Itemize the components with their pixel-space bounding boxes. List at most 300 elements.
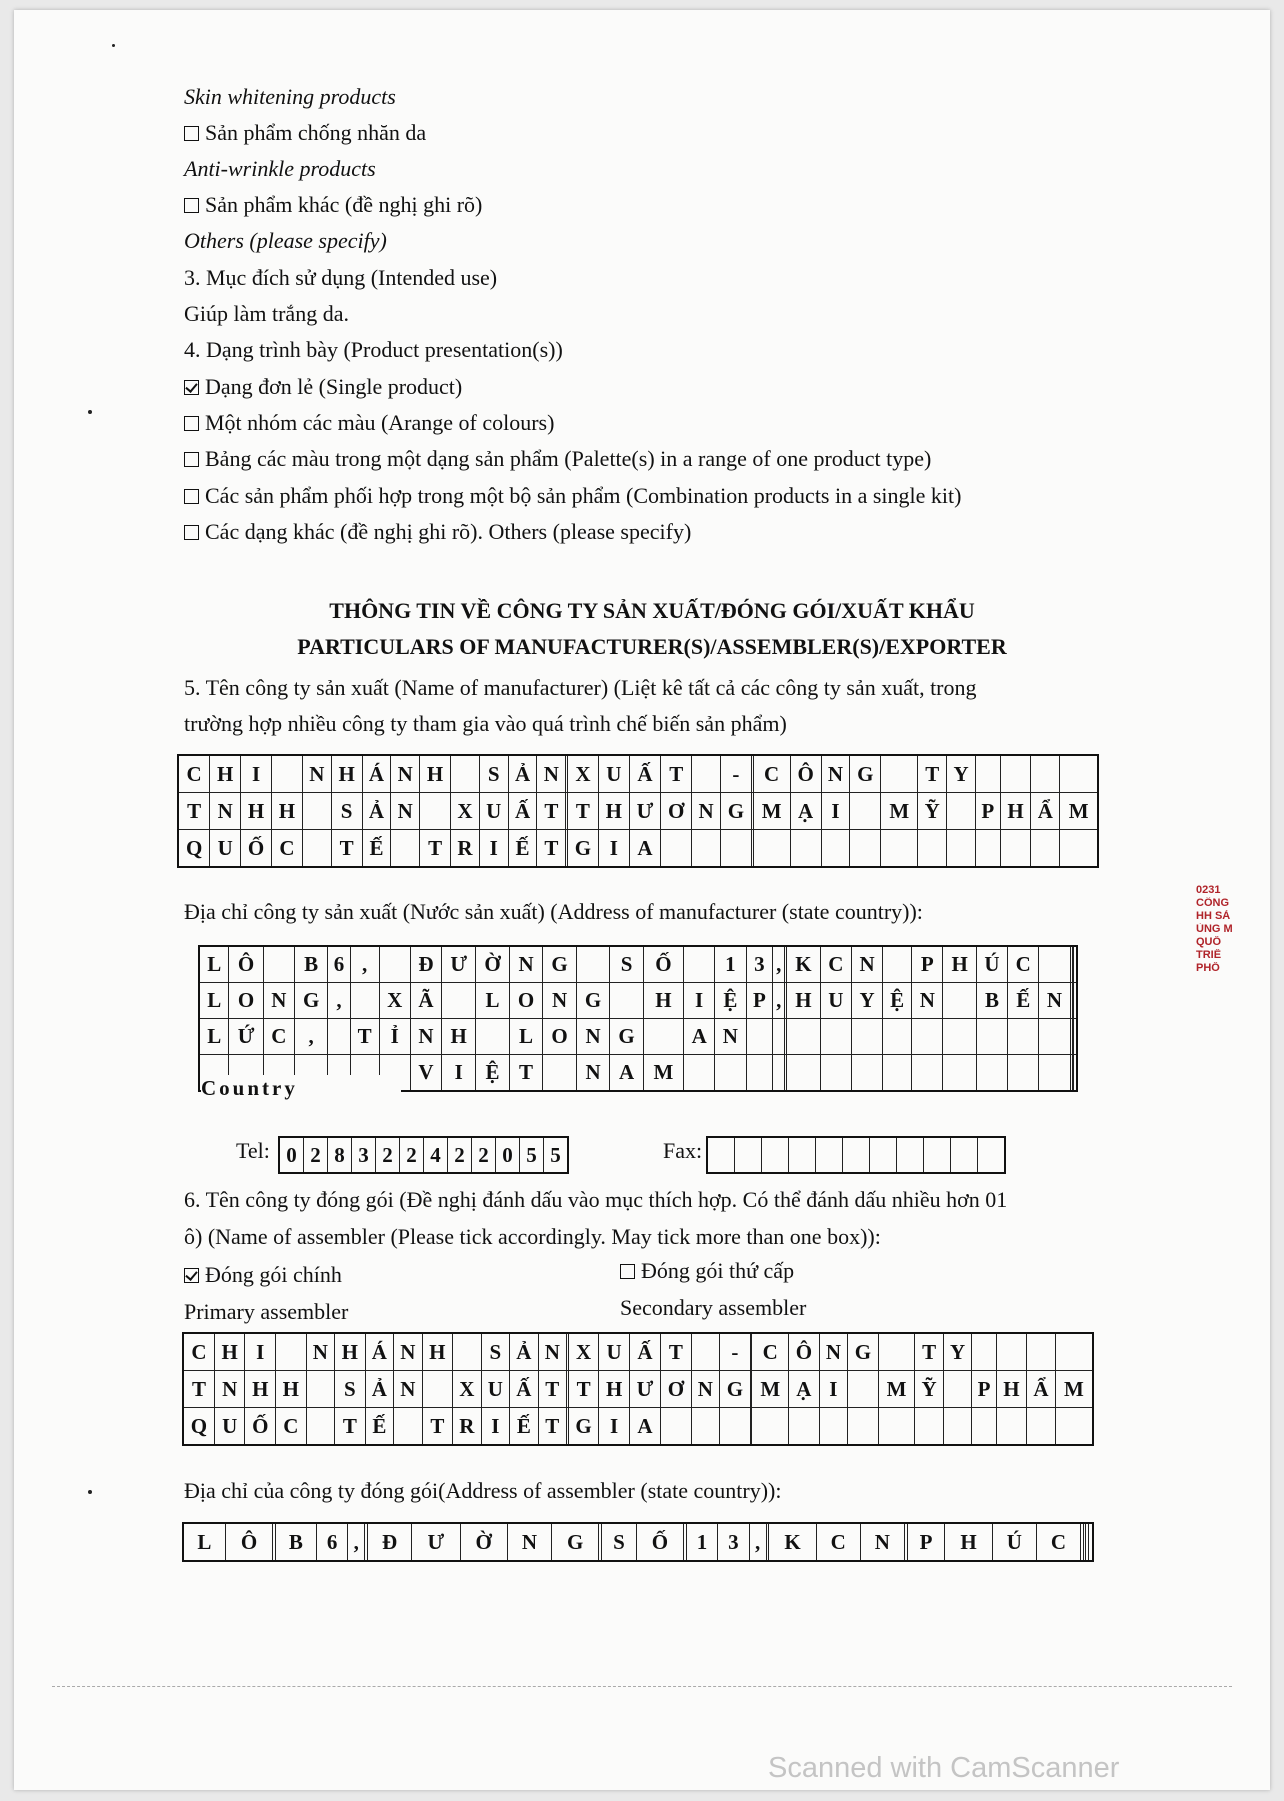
form-line-text: Primary assembler — [184, 1299, 349, 1324]
char-cell: I — [479, 830, 508, 868]
char-cell: H — [442, 1019, 476, 1055]
char-cell — [850, 830, 881, 868]
char-cell: H — [272, 793, 303, 830]
char-cell: Á — [365, 1333, 393, 1371]
char-cell — [1074, 1055, 1077, 1092]
digit-cell: 2 — [472, 1137, 496, 1173]
char-cell: C — [1008, 946, 1039, 983]
char-cell: Y — [943, 1333, 971, 1371]
char-cell: U — [214, 1408, 245, 1446]
char-cell: H — [599, 1371, 630, 1408]
checkbox[interactable] — [184, 452, 199, 467]
char-cell: N — [509, 946, 543, 983]
char-cell: H — [420, 755, 451, 793]
char-cell: Ế — [362, 830, 391, 868]
char-cell: N — [391, 793, 420, 830]
char-cell: I — [481, 1408, 509, 1446]
char-cell: Ô — [225, 1523, 272, 1561]
digit-cell — [789, 1137, 816, 1173]
char-cell — [773, 1055, 785, 1092]
char-cell — [972, 1333, 996, 1371]
form-line — [184, 1298, 348, 1326]
char-cell: O — [543, 1019, 577, 1055]
char-cell: U — [479, 793, 508, 830]
stamp-text: PHỐ — [1196, 962, 1220, 974]
form-line — [184, 674, 977, 702]
char-cell: Y — [947, 755, 976, 793]
char-cell: Ố — [241, 830, 272, 868]
digit-cell: 5 — [544, 1137, 569, 1173]
char-cell: N — [263, 983, 294, 1019]
digit-cell: 5 — [520, 1137, 544, 1173]
char-cell — [720, 830, 751, 868]
char-cell — [1060, 830, 1098, 868]
char-cell: Ả — [362, 793, 391, 830]
char-cell: N — [394, 1333, 422, 1371]
char-cell: Q — [178, 830, 210, 868]
char-cell: Ệ — [883, 983, 912, 1019]
char-cell — [883, 946, 912, 983]
stamp-text: HH SẢ — [1196, 910, 1231, 922]
digit-cell: 3 — [352, 1137, 376, 1173]
form-line — [184, 300, 349, 328]
char-cell: C — [1036, 1523, 1080, 1561]
char-cell — [1000, 830, 1031, 868]
form-line-text: trường hợp nhiều công ty tham gia vào quá trình chế biến sản phẩm) — [184, 711, 787, 736]
char-cell — [715, 1055, 746, 1092]
char-cell: N — [210, 793, 241, 830]
form-line-text: 6. Tên công ty đóng gói (Đề nghị đánh dấu vào mục thích hợp. Có thể đánh dấu nhiều hơn 01 — [184, 1187, 1008, 1212]
char-cell: R — [451, 830, 480, 868]
char-cell — [1031, 755, 1060, 793]
char-cell: N — [692, 793, 721, 830]
char-cell: Ấ — [510, 1371, 538, 1408]
form-line-text: 3. Mục đích sử dụng (Intended use) — [184, 265, 498, 290]
digit-cell — [707, 1137, 735, 1173]
checkbox-checked[interactable] — [184, 1268, 199, 1283]
char-cell: N — [306, 1333, 334, 1371]
char-cell: N — [543, 983, 577, 1019]
page-bottom-rule — [52, 1686, 1232, 1687]
checkbox[interactable] — [184, 416, 199, 431]
char-cell: N — [214, 1371, 245, 1408]
char-cell: Á — [362, 755, 391, 793]
char-cell: P — [972, 1371, 996, 1408]
scan-speck — [88, 1490, 92, 1494]
char-cell: Ơ — [661, 1371, 692, 1408]
form-line — [184, 1261, 342, 1289]
stamp-text: CÔNG — [1196, 897, 1229, 909]
checkbox[interactable] — [184, 489, 199, 504]
char-cell: N — [537, 755, 566, 793]
char-cell: G — [720, 1371, 751, 1408]
char-cell: N — [576, 1019, 610, 1055]
char-cell: N — [576, 1055, 610, 1092]
char-cell — [976, 1019, 1007, 1055]
assembler-name-grid — [182, 1332, 1094, 1446]
char-cell — [1027, 1408, 1055, 1446]
char-cell: P — [912, 946, 943, 983]
char-cell: N — [851, 946, 882, 983]
checkbox[interactable] — [184, 126, 199, 141]
char-cell: Ỹ — [918, 793, 947, 830]
form-line-text: Các dạng khác (đề nghị ghi rõ). Others (please specify) — [205, 519, 692, 544]
digit-cell — [897, 1137, 924, 1173]
char-cell: Ô — [789, 1333, 820, 1371]
char-cell: C — [752, 1333, 789, 1371]
char-cell: L — [476, 983, 510, 1019]
char-cell: N — [819, 1333, 847, 1371]
char-cell — [881, 755, 918, 793]
char-cell: A — [629, 1408, 660, 1446]
char-cell: T — [420, 830, 451, 868]
checkbox[interactable] — [184, 198, 199, 213]
char-cell — [302, 830, 331, 868]
char-cell: Ư — [629, 1371, 660, 1408]
tel-label: Tel: — [236, 1138, 270, 1163]
digit-cell — [816, 1137, 843, 1173]
form-line-text: Skin whitening products — [184, 84, 396, 109]
char-cell — [848, 1371, 879, 1408]
company-stamp-fragment — [1196, 884, 1236, 975]
char-cell: Ệ — [715, 983, 746, 1019]
char-cell: X — [451, 793, 480, 830]
form-line-text: Một nhóm các màu (Arange of colours) — [205, 410, 555, 435]
char-cell — [878, 1408, 915, 1446]
char-cell — [752, 1408, 789, 1446]
char-cell: C — [753, 755, 790, 793]
form-line-text: 4. Dạng trình bày (Product presentation(s)) — [184, 337, 563, 362]
char-cell: Ạ — [790, 793, 821, 830]
char-cell: S — [481, 1333, 509, 1371]
char-cell: T — [350, 1019, 379, 1055]
form-line-text: Bảng các màu trong một dạng sản phẩm (Palette(s) in a range of one product type) — [205, 446, 932, 471]
char-cell: G — [850, 755, 881, 793]
char-cell: T — [661, 755, 692, 793]
char-cell: Ế — [510, 1408, 538, 1446]
char-cell: Đ — [368, 1523, 412, 1561]
char-cell: 3 — [718, 1523, 749, 1561]
char-cell: N — [1039, 983, 1070, 1019]
digit-cell — [924, 1137, 951, 1173]
char-cell — [881, 830, 918, 868]
char-cell — [1074, 946, 1077, 983]
fax-grid — [706, 1136, 1006, 1174]
char-cell — [883, 1055, 912, 1092]
char-cell: , — [773, 946, 785, 983]
char-cell: , — [294, 1019, 328, 1055]
char-cell — [684, 946, 715, 983]
char-cell: M — [643, 1055, 683, 1092]
char-cell — [691, 1333, 719, 1371]
char-cell: L — [199, 1019, 229, 1055]
char-cell — [912, 1019, 943, 1055]
char-cell — [943, 983, 977, 1019]
form-line — [184, 264, 497, 292]
char-cell — [943, 1408, 971, 1446]
char-cell: I — [599, 1408, 630, 1446]
char-cell: Ư — [442, 946, 476, 983]
char-cell — [975, 755, 1000, 793]
stamp-text: ÙNG M — [1196, 923, 1233, 935]
char-cell: , — [749, 1523, 766, 1561]
char-cell: C — [183, 1333, 214, 1371]
char-cell — [883, 1019, 912, 1055]
char-cell: T — [335, 1408, 366, 1446]
form-line-text: ô) (Name of assembler (Please tick accordingly. May tick more than one box)): — [184, 1224, 881, 1249]
char-cell — [1074, 983, 1077, 1019]
manufacturer-name-grid — [177, 754, 1099, 868]
char-cell: M — [1055, 1371, 1093, 1408]
char-cell: Ố — [636, 1523, 683, 1561]
char-cell: S — [331, 793, 362, 830]
char-cell: H — [422, 1333, 453, 1371]
char-cell — [684, 1055, 715, 1092]
char-cell — [1039, 946, 1070, 983]
char-cell — [1008, 1055, 1039, 1092]
char-cell: I — [598, 830, 629, 868]
char-cell — [1055, 1333, 1093, 1371]
camscanner-watermark: Scanned with CamScanner — [768, 1752, 1120, 1784]
char-cell — [975, 830, 1000, 868]
char-cell: R — [453, 1408, 481, 1446]
stamp-text: 0231 — [1196, 884, 1221, 896]
char-cell — [821, 830, 850, 868]
char-cell: N — [507, 1523, 551, 1561]
char-cell: T — [568, 1371, 599, 1408]
char-cell: - — [720, 1333, 751, 1371]
char-cell — [918, 830, 947, 868]
form-line — [184, 710, 787, 738]
digit-cell: 2 — [376, 1137, 400, 1173]
form-line-text: Đóng gói chính — [205, 1262, 342, 1287]
char-cell: Ờ — [476, 946, 510, 983]
char-cell: M — [881, 793, 918, 830]
char-cell: G — [552, 1523, 599, 1561]
char-cell — [272, 755, 303, 793]
char-cell — [328, 1019, 350, 1055]
char-cell: H — [335, 1333, 366, 1371]
char-cell: Ã — [410, 983, 441, 1019]
char-cell: H — [241, 793, 272, 830]
char-cell: T — [661, 1333, 692, 1371]
form-line — [184, 1477, 782, 1505]
secondary-assembler-label: Đóng gói thứ cấp — [641, 1258, 795, 1283]
char-cell: B — [976, 983, 1007, 1019]
digit-cell: 4 — [424, 1137, 448, 1173]
char-cell: K — [787, 946, 821, 983]
char-cell: Ứ — [229, 1019, 263, 1055]
char-cell — [350, 983, 379, 1019]
char-cell: G — [848, 1333, 879, 1371]
char-cell: T — [537, 793, 566, 830]
char-cell: L — [199, 946, 229, 983]
stamp-text: QUỐ — [1196, 936, 1222, 948]
char-cell: S — [610, 946, 644, 983]
secondary-assembler-option — [620, 1257, 794, 1285]
char-cell: T — [183, 1371, 214, 1408]
form-line — [184, 518, 691, 546]
char-cell: H — [331, 755, 362, 793]
char-cell: G — [610, 1019, 644, 1055]
char-cell: L — [199, 983, 229, 1019]
char-cell: Ơ — [661, 793, 692, 830]
char-cell: P — [975, 793, 1000, 830]
char-cell — [263, 946, 294, 983]
char-cell: H — [214, 1333, 245, 1371]
char-cell — [787, 1055, 821, 1092]
form-line — [184, 227, 387, 255]
char-cell: 6 — [316, 1523, 347, 1561]
checkbox-checked[interactable] — [184, 380, 199, 395]
char-cell: Ế — [365, 1408, 393, 1446]
char-cell: Ấ — [508, 793, 537, 830]
form-line-text: Địa chỉ của công ty đóng gói(Address of assembler (state country)): — [184, 1478, 782, 1503]
char-cell — [379, 946, 410, 983]
char-cell — [422, 1371, 453, 1408]
char-cell — [1031, 830, 1060, 868]
char-cell: H — [945, 1523, 992, 1561]
char-cell — [453, 1333, 481, 1371]
char-cell — [1027, 1333, 1055, 1371]
char-cell: X — [567, 755, 598, 793]
digit-cell — [762, 1137, 789, 1173]
char-cell: T — [918, 755, 947, 793]
secondary-assembler-checkbox[interactable] — [620, 1264, 635, 1279]
char-cell: Ố — [245, 1408, 276, 1446]
form-line — [184, 83, 396, 111]
digit-cell: 0 — [496, 1137, 520, 1173]
char-cell: I — [819, 1371, 847, 1408]
char-cell: P — [907, 1523, 945, 1561]
char-cell: Ấ — [629, 1333, 660, 1371]
char-cell: T — [537, 830, 566, 868]
char-cell — [850, 793, 881, 830]
form-line-text: Others (please specify) — [184, 228, 387, 253]
char-cell: , — [350, 946, 379, 983]
char-cell — [790, 830, 821, 868]
char-cell: A — [610, 1055, 644, 1092]
char-cell — [848, 1408, 879, 1446]
char-cell: Ả — [510, 1333, 538, 1371]
char-cell: I — [241, 755, 272, 793]
char-cell: T — [422, 1408, 453, 1446]
char-cell: G — [576, 983, 610, 1019]
digit-cell: 2 — [400, 1137, 424, 1173]
char-cell: B — [275, 1523, 316, 1561]
char-cell: G — [720, 793, 751, 830]
char-cell — [643, 1019, 683, 1055]
char-cell: X — [379, 983, 410, 1019]
char-cell: Đ — [410, 946, 441, 983]
char-cell: X — [453, 1371, 481, 1408]
char-cell: X — [568, 1333, 599, 1371]
char-cell — [692, 755, 721, 793]
form-line — [184, 336, 563, 364]
char-cell — [720, 1408, 751, 1446]
form-line-text: Dạng đơn lẻ (Single product) — [205, 374, 463, 399]
char-cell: Ư — [629, 793, 661, 830]
form-line-text: Giúp làm trắng da. — [184, 301, 349, 326]
char-cell: Ấ — [629, 755, 661, 793]
char-cell: Ô — [229, 946, 263, 983]
char-cell — [576, 946, 610, 983]
char-cell: P — [746, 983, 773, 1019]
char-cell — [947, 793, 976, 830]
char-cell: S — [335, 1371, 366, 1408]
char-cell: Ả — [365, 1371, 393, 1408]
char-cell — [543, 1055, 577, 1092]
char-cell: I — [821, 793, 850, 830]
char-cell: Ẩ — [1031, 793, 1060, 830]
char-cell: Ỉ — [379, 1019, 410, 1055]
char-cell: M — [753, 793, 790, 830]
digit-cell: 2 — [448, 1137, 472, 1173]
char-cell — [947, 830, 976, 868]
char-cell: H — [787, 983, 821, 1019]
char-cell: 1 — [715, 946, 746, 983]
char-cell: T — [178, 793, 210, 830]
char-cell — [851, 1055, 882, 1092]
char-cell: Q — [183, 1408, 214, 1446]
char-cell: C — [820, 946, 851, 983]
checkbox[interactable] — [184, 525, 199, 540]
form-line-text: Sản phẩm khác (đề nghị ghi rõ) — [205, 192, 483, 217]
form-line — [184, 409, 554, 437]
char-cell: G — [294, 983, 328, 1019]
form-line — [184, 373, 462, 401]
char-cell: T — [567, 793, 598, 830]
char-cell: G — [568, 1408, 599, 1446]
char-cell — [442, 983, 476, 1019]
char-cell — [878, 1333, 915, 1371]
section-heading-en: PARTICULARS OF MANUFACTURER(S)/ASSEMBLER(S)/EXPORTER — [297, 634, 1007, 659]
char-cell: M — [752, 1371, 789, 1408]
char-cell: - — [720, 755, 751, 793]
form-line — [184, 445, 931, 473]
form-line — [184, 482, 961, 510]
char-cell — [820, 1019, 851, 1055]
form-line — [184, 1186, 1007, 1214]
section-heading-vi: THÔNG TIN VỀ CÔNG TY SẢN XUẤT/ĐÓNG GÓI/XUẤT KHẨU — [329, 598, 975, 623]
char-cell — [276, 1333, 307, 1371]
char-cell — [851, 1019, 882, 1055]
country-label: Country — [201, 1075, 401, 1101]
form-line — [184, 191, 482, 219]
char-cell — [915, 1408, 943, 1446]
char-cell: U — [599, 1333, 630, 1371]
form-line-text: Sản phẩm chống nhăn da — [205, 120, 427, 145]
char-cell: Ế — [1008, 983, 1039, 1019]
char-cell: , — [773, 983, 785, 1019]
tel-grid — [278, 1136, 569, 1174]
char-cell: H — [598, 793, 629, 830]
char-cell: I — [245, 1333, 276, 1371]
char-cell — [391, 830, 420, 868]
char-cell: N — [302, 755, 331, 793]
char-cell: I — [684, 983, 715, 1019]
char-cell: N — [394, 1371, 422, 1408]
char-cell — [1000, 755, 1031, 793]
char-cell: C — [816, 1523, 860, 1561]
char-cell: U — [481, 1371, 509, 1408]
char-cell — [787, 1019, 821, 1055]
char-cell: H — [996, 1371, 1027, 1408]
char-cell: K — [769, 1523, 816, 1561]
char-cell — [1039, 1055, 1070, 1092]
char-cell: Ệ — [476, 1055, 510, 1092]
char-cell: U — [210, 830, 241, 868]
